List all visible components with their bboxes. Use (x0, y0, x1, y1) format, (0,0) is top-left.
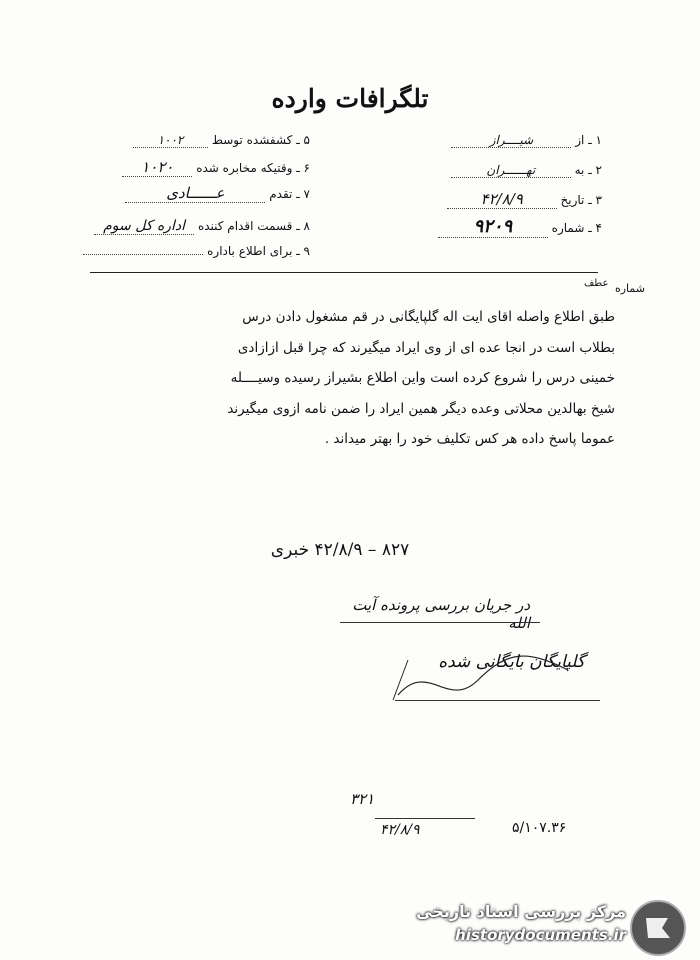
field-number (438, 216, 602, 238)
field-date-label: ۳ ـ تاریخ (560, 193, 602, 207)
body-line: طبق اطلاع واصله اقای ایت اله گلپایگانی در قم مشغول دادن درس (242, 309, 615, 325)
telegram-body (95, 302, 615, 455)
field-transmitted-time-label: ۶ ـ وقتیکه مخابره شده (196, 161, 310, 175)
field-info-dept-label: ۹ ـ برای اطلاع باداره (207, 244, 310, 258)
field-priority (125, 184, 310, 203)
field-date (447, 190, 602, 209)
watermark-title: مرکز بررسی اسناد تاریخی (416, 902, 626, 921)
reference-label (583, 278, 645, 295)
field-to-value: تهــــــران (451, 163, 571, 178)
signature-scribble (388, 640, 598, 715)
field-decoded-by (133, 133, 310, 148)
field-transmitted-time-value: ۱۰۲۰ (122, 158, 192, 177)
watermark-logo-icon (630, 900, 686, 956)
field-number-value: ۹۲۰۹ (438, 216, 548, 238)
field-to-label: ۲ ـ به (574, 163, 602, 177)
filing-date: ۴۲/۸/۹ (380, 822, 420, 838)
archive-stamp: ۸۲۷ – ۴۲/۸/۹ خبری (270, 540, 410, 560)
signature-underline (395, 700, 600, 701)
field-action-dept (94, 218, 310, 235)
field-priority-label: ۷ ـ تقدم (269, 187, 310, 201)
field-action-dept-value: اداره کل سوم (94, 218, 194, 235)
header-divider (90, 272, 598, 273)
body-line: بطلاب است در انجا عده ای از وی ایراد میگیرند که چرا قبل ازازادی (237, 339, 615, 356)
field-transmitted-time (122, 158, 310, 177)
watermark (396, 900, 686, 952)
field-priority-value: عــــــادی (125, 184, 265, 203)
field-to (451, 163, 602, 178)
field-decoded-by-value: ۱۰۰۲ (133, 133, 208, 148)
field-from-label: ۱ ـ از (575, 133, 602, 147)
field-info-dept (83, 244, 310, 258)
field-info-dept-value (83, 254, 203, 255)
field-from (451, 133, 602, 148)
field-from-value: شیــــراز (451, 133, 571, 148)
handwritten-note-1: در جریان بررسی پرونده آیت الله (352, 596, 530, 632)
handwritten-note-2: گلپایگان بایگانی شده (438, 652, 585, 672)
body-line: شیخ بهالدین محلاتی وعده دیگر همین ایراد را ضمن نامه ازوی میگیرند (227, 400, 615, 417)
archive-reference: ۵/۱۰۷.۳۶ (512, 820, 567, 836)
filing-number: ۳۲۱ (350, 790, 375, 808)
note-underline (340, 622, 540, 623)
body-line: عموما پاسخ داده هر کس تکلیف خود را بهتر میداند . (324, 431, 615, 447)
field-date-value: ۴۲/۸/۹ (447, 190, 557, 209)
body-line: خمینی درس را شروع کرده است واین اطلاع بشیراز رسیده وسیــــله (230, 370, 615, 386)
field-decoded-by-label: ۵ ـ کشفشده توسط (211, 133, 310, 147)
field-action-dept-label: ۸ ـ قسمت اقدام کننده (197, 219, 310, 233)
filing-underline (375, 818, 475, 819)
reference-label-text: شماره (614, 282, 645, 295)
field-number-label: ۴ ـ شماره (551, 221, 602, 235)
reference-value: عطف (583, 278, 609, 289)
watermark-url: historydocuments.ir (455, 926, 626, 944)
document-title: تلگرافات وارده (271, 84, 429, 113)
